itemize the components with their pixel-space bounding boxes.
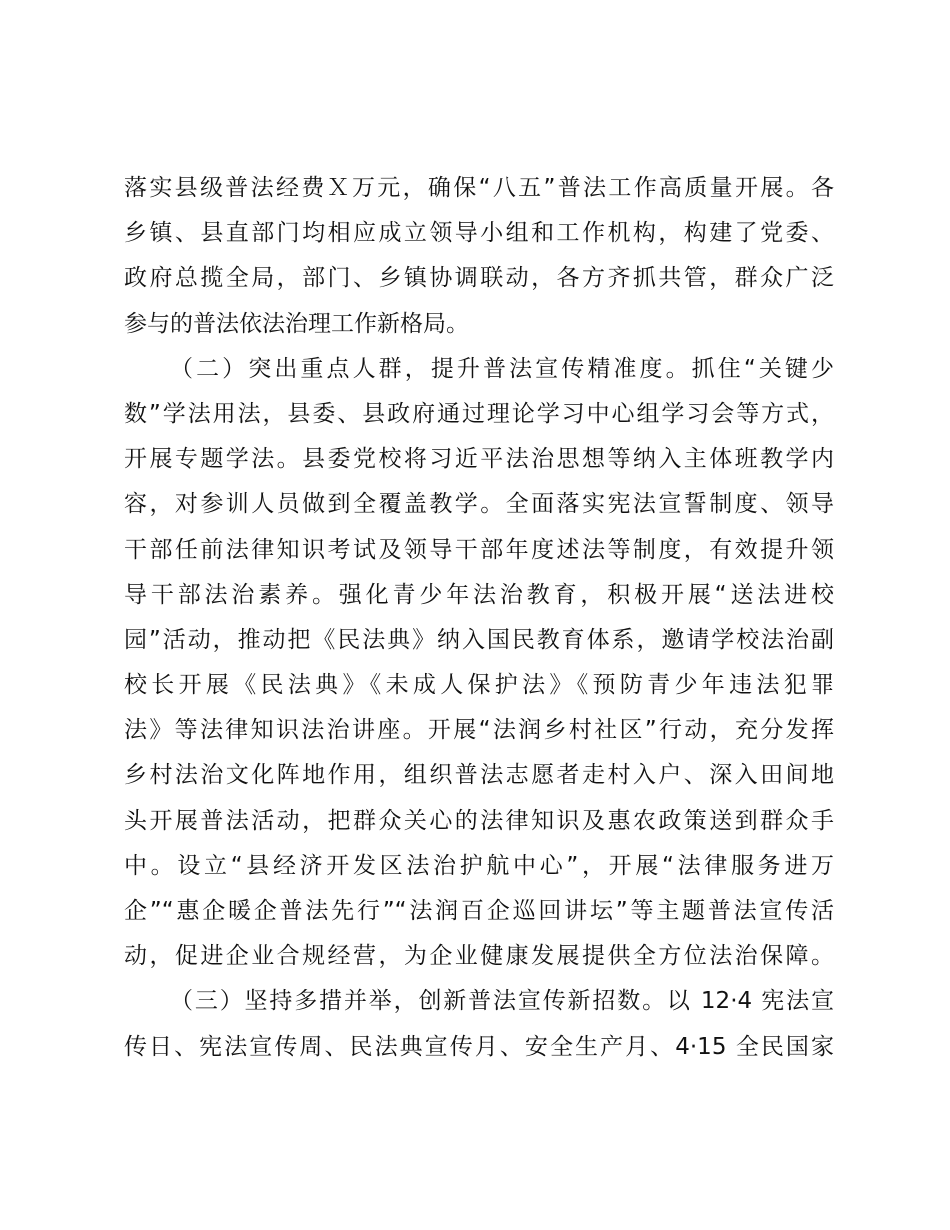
section-heading-line: （二）突出重点人群，提升普法宣传精准度。抓住“关键少 — [170, 355, 834, 382]
text-line: 参与的普法依法治理工作新格局。 — [124, 310, 469, 337]
text-line: 乡镇、县直部门均相应成立领导小组和工作机构，构建了党委、 — [124, 220, 834, 247]
text-line: 容，对参训人员做到全覆盖教学。全面落实宪法宣誓制度、领导 — [124, 491, 834, 518]
text-line: 头开展普法活动，把群众关心的法律知识及惠农政策送到群众手 — [124, 807, 834, 834]
text-line: 落实县级普法经费Ｘ万元，确保“八五”普法工作高质量开展。各 — [124, 175, 834, 201]
text-line: 动，促进企业合规经营，为企业健康发展提供全方位法治保障。 — [124, 943, 834, 970]
text-line: 校长开展《民法典》《未成人保护法》《预防青少年违法犯罪 — [124, 672, 834, 699]
section-heading-line: （三）坚持多措并举，创新普法宣传新招数。以 12·4 宪法宣 — [170, 988, 834, 1015]
text-line: 企”“惠企暖企普法先行”“法润百企巡回讲坛”等主题普法宣传活 — [124, 898, 834, 924]
text-line: 数”学法用法，县委、县政府通过理论学习中心组学习会等方式， — [124, 400, 834, 427]
text-line: 园”活动，推动把《民法典》纳入国民教育体系，邀请学校法治副 — [124, 626, 834, 653]
text-line: 中。设立“县经济开发区法治护航中心”，开展“法律服务进万 — [124, 852, 834, 879]
body-text — [124, 166, 834, 1070]
text-line: 乡村法治文化阵地作用，组织普法志愿者走村入户、深入田间地 — [124, 762, 834, 789]
text-line: 法》等法律知识法治讲座。开展“法润乡村社区”行动，充分发挥 — [124, 717, 834, 744]
text-line: 传日、宪法宣传周、民法典宣传月、安全生产月、4·15 全民国家 — [124, 1033, 834, 1060]
text-line: 干部任前法律知识考试及领导干部年度述法等制度，有效提升领 — [124, 536, 834, 563]
text-line: 导干部法治素养。强化青少年法治教育，积极开展“送法进校 — [124, 581, 834, 608]
text-line: 开展专题学法。县委党校将习近平法治思想等纳入主体班教学内 — [124, 446, 834, 473]
text-line: 政府总揽全局，部门、乡镇协调联动，各方齐抓共管，群众广泛 — [124, 265, 834, 292]
